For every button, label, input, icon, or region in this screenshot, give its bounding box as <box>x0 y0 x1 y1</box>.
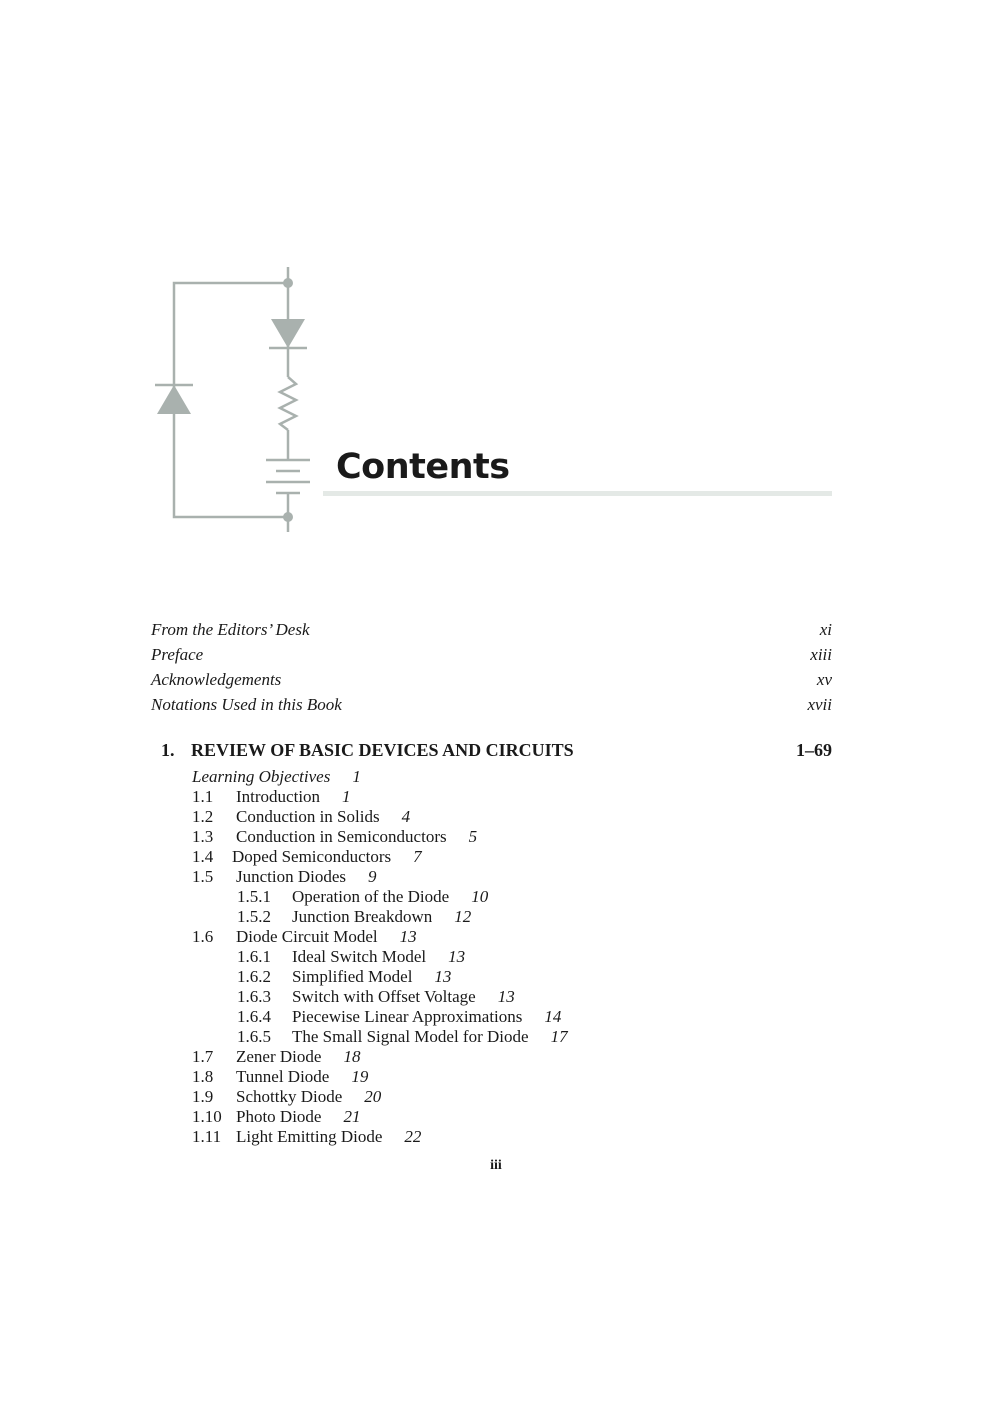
toc-entry-page: 13 <box>497 987 515 1006</box>
toc-entry-page: 13 <box>448 947 466 966</box>
toc-entry[interactable] <box>192 967 832 987</box>
title-underline <box>323 491 832 496</box>
toc-entry[interactable] <box>192 907 832 927</box>
toc-entry[interactable] <box>192 947 832 967</box>
chapter-number: 1. <box>161 740 175 760</box>
toc-entry-title: Notations Used in this Book <box>151 695 342 714</box>
toc-entry[interactable] <box>192 787 832 807</box>
toc-entry-number: 1.6.4 <box>237 1007 271 1026</box>
toc-entry-page: 5 <box>468 827 478 846</box>
toc-entry-number: 1.3 <box>192 827 214 846</box>
toc-entry[interactable] <box>192 927 832 947</box>
toc-entry-page: 13 <box>399 927 417 946</box>
toc-entry-page: xvii <box>807 695 832 714</box>
toc-entry[interactable] <box>192 1007 832 1027</box>
toc-entry-title: Operation of the Diode <box>292 887 450 906</box>
toc-entry-title: From the Editors’ Desk <box>151 620 310 639</box>
front-matter-list <box>151 617 832 717</box>
page-number: iii <box>490 1158 502 1173</box>
toc-entry[interactable] <box>192 827 832 847</box>
toc-entry-title: Conduction in Solids <box>236 807 380 826</box>
toc-entry[interactable] <box>192 987 832 1007</box>
toc-entry-page: 10 <box>471 887 489 906</box>
toc-entry-learning-objectives[interactable] <box>192 767 832 787</box>
toc-entry[interactable] <box>192 1067 832 1087</box>
toc-entry[interactable] <box>192 1127 832 1147</box>
toc-entry[interactable] <box>151 642 832 667</box>
toc-entry-title: Ideal Switch Model <box>292 947 427 966</box>
toc-entry-page: 21 <box>343 1107 361 1126</box>
toc-entry-title: Light Emitting Diode <box>236 1127 383 1146</box>
toc-entry[interactable] <box>151 667 832 692</box>
toc-entry[interactable] <box>192 847 832 867</box>
chapter-pages: 1–69 <box>796 740 832 760</box>
toc-entry-page: 18 <box>343 1047 361 1066</box>
toc-entry-page: 13 <box>434 967 452 986</box>
toc-entry-page: xiii <box>810 645 832 664</box>
toc-entry-page: xv <box>816 670 832 689</box>
toc-entry-title: Piecewise Linear Approximations <box>292 1007 523 1026</box>
toc-entry-title: Preface <box>151 645 204 664</box>
toc-entry-title: Diode Circuit Model <box>236 927 378 946</box>
toc-entry-number: 1.9 <box>192 1087 214 1106</box>
toc-entry-number: 1.6.2 <box>237 967 271 986</box>
toc-entry-page: 14 <box>544 1007 562 1026</box>
toc-entry-page: 4 <box>401 807 411 826</box>
toc-entry-title: Zener Diode <box>236 1047 322 1066</box>
toc-entry-title: Simplified Model <box>292 967 413 986</box>
toc-entry-title: Schottky Diode <box>236 1087 343 1106</box>
toc-entry-number: 1.5.2 <box>237 907 271 926</box>
page-title: Contents <box>336 447 510 487</box>
toc-entry-number: 1.6.5 <box>237 1027 271 1046</box>
toc-entry-page: 1 <box>342 787 351 806</box>
toc-entry[interactable] <box>151 692 832 717</box>
toc-entry[interactable] <box>192 867 832 887</box>
toc-entry-number: 1.10 <box>192 1107 222 1126</box>
toc-entry-title: Photo Diode <box>236 1107 322 1126</box>
toc-entry-number: 1.6 <box>192 927 214 946</box>
toc-entry[interactable] <box>151 617 832 642</box>
circuit-diagram-icon <box>150 262 330 537</box>
toc-entry-page: 9 <box>368 867 377 886</box>
toc-entry[interactable] <box>192 1027 832 1047</box>
toc-entry-title: Introduction <box>236 787 321 806</box>
toc-entry-title: The Small Signal Model for Diode <box>292 1027 529 1046</box>
chapter-entries <box>192 767 832 1147</box>
toc-entry[interactable] <box>192 1107 832 1127</box>
toc-entry-number: 1.6.1 <box>237 947 271 966</box>
toc-entry-number: 1.11 <box>192 1127 222 1146</box>
toc-entry-page: 20 <box>364 1087 382 1106</box>
toc-entry-page: 19 <box>351 1067 369 1086</box>
toc-entry[interactable] <box>192 1087 832 1107</box>
toc-entry-title: Tunnel Diode <box>236 1067 330 1086</box>
toc-entry-number: 1.4 <box>192 847 214 866</box>
toc-entry-title: Learning Objectives <box>192 767 331 786</box>
toc-entry-number: 1.7 <box>192 1047 214 1066</box>
toc-entry-number: 1.1 <box>192 787 214 806</box>
toc-entry-title: Doped Semiconductors <box>232 847 392 866</box>
toc-entry-title: Acknowledgements <box>151 670 282 689</box>
toc-entry[interactable] <box>192 807 832 827</box>
toc-entry-page: 17 <box>550 1027 568 1046</box>
toc-entry-title: Junction Breakdown <box>292 907 433 926</box>
toc-entry-title: Junction Diodes <box>236 867 347 886</box>
toc-entry-title: Switch with Offset Voltage <box>292 987 476 1006</box>
toc-entry-number: 1.2 <box>192 807 214 826</box>
toc-entry-number: 1.5 <box>192 867 214 886</box>
toc-entry-number: 1.5.1 <box>237 887 271 906</box>
toc-entry-number: 1.6.3 <box>237 987 271 1006</box>
toc-entry-page: 12 <box>454 907 472 926</box>
toc-entry-title: Conduction in Semiconductors <box>236 827 447 846</box>
chapter-heading[interactable] <box>161 738 832 762</box>
toc-entry-page: 1 <box>352 767 361 786</box>
toc-entry-page: 7 <box>413 847 422 866</box>
toc-entry-number: 1.8 <box>192 1067 214 1086</box>
toc-entry-page: xi <box>819 620 832 639</box>
toc-entry[interactable] <box>192 887 832 907</box>
chapter-title: REVIEW OF BASIC DEVICES AND CIRCUITS <box>191 740 574 760</box>
toc-entry[interactable] <box>192 1047 832 1067</box>
toc-entry-page: 22 <box>404 1127 422 1146</box>
